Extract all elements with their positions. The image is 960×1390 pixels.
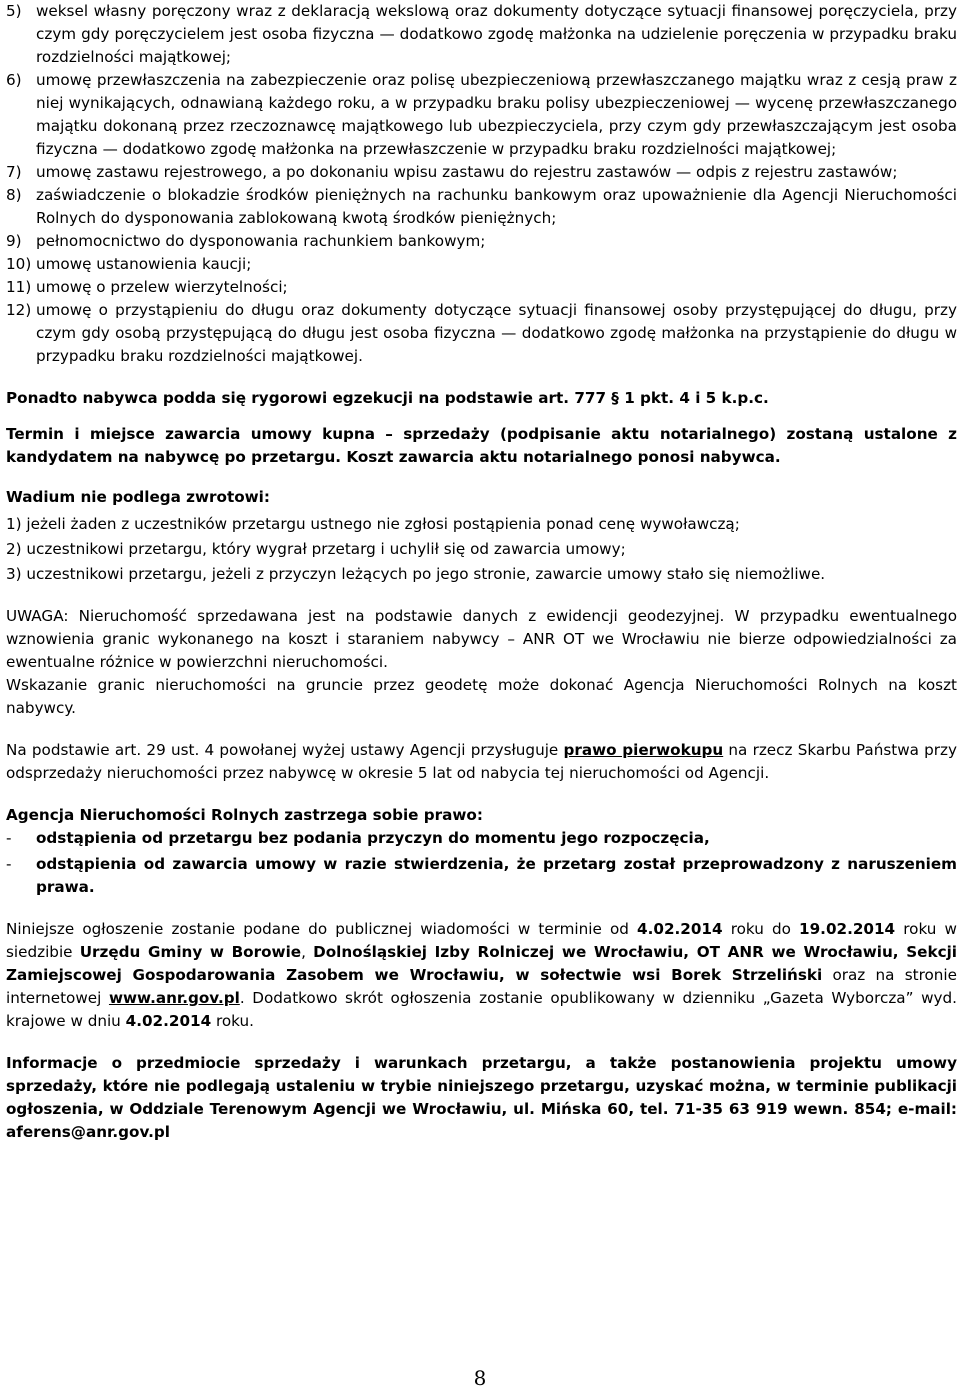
enforcement-paragraph: Ponadto nabywca podda się rygorowi egzekucji na podstawie art. 777 § 1 pkt. 4 i 5 k.p.c.: [6, 389, 769, 407]
reservation-heading: Agencja Nieruchomości Rolnych zastrzega sobie prawo:: [6, 806, 483, 824]
list-text: umowę o przelew wierzytelności;: [36, 278, 288, 296]
list-number: 7): [6, 163, 22, 181]
deposit-item: 1) jeżeli żaden z uczestników przetargu ustnego nie zgłosi postąpienia ponad cenę wywoławczą;: [6, 515, 740, 533]
contact-paragraph: Informacje o przedmiocie sprzedaży i warunkach przetargu, a także postanowienia projektu umowy sprzedaży, które nie podlegają ustaleniu w trybie niniejszego przetargu, uzyskać można, w terminie publikacji ogłoszenia, w Oddziale Terenowym Agencji we Wrocławiu, ul. Mińska 60, tel. 71-35 63 919 wewn. 854; e-mail: aferens@anr.gov.pl: [6, 1054, 957, 1141]
publication-text: Niniejsze ogłoszenie zostanie podane do publicznej wiadomości w terminie od: [6, 920, 638, 938]
list-text: umowę o przystąpieniu do długu oraz dokumenty dotyczące sytuacji finansowej osoby przystępującej do długu, przy czym gdy osobą przystępującą do długu jest osoba fizyczna — dodatkowo zgodę małżonka na przystąpienie do długu w przypadku braku rozdzielności majątkowej.: [36, 301, 957, 365]
list-number: 9): [6, 232, 22, 250]
list-number: 6): [6, 71, 22, 89]
list-item: [6, 184, 957, 230]
list-number: 5): [6, 2, 22, 20]
list-text: weksel własny poręczony wraz z deklaracją wekslową oraz dokumenty dotyczące sytuacji finansowej poręczyciela, przy czym gdy poręczycielem jest osoba fizyczna — dodatkowo zgodę małżonka na udzielenie poręczenia w przypadku braku rozdzielności majątkowej;: [36, 2, 957, 66]
list-item: [6, 276, 957, 299]
list-text: pełnomocnictwo do dysponowania rachunkiem bankowym;: [36, 232, 486, 250]
list-item: [6, 853, 957, 899]
list-item: [6, 253, 957, 276]
deposit-heading: Wadium nie podlega zwrotowi:: [6, 488, 270, 506]
publication-paragraph: [6, 918, 957, 1033]
list-text: odstąpienia od przetargu bez podania przyczyn do momentu jego rozpoczęcia,: [36, 829, 710, 847]
list-text: odstąpienia od zawarcia umowy w razie stwierdzenia, że przetarg został przeprowadzony z naruszeniem prawa.: [36, 855, 957, 896]
publication-text: roku.: [211, 1012, 254, 1030]
list-item: [6, 69, 957, 161]
list-number: 10): [6, 255, 32, 273]
preemption-text: Na podstawie art. 29 ust. 4 powołanej wyżej ustawy Agencji przysługuje: [6, 741, 564, 759]
website-link[interactable]: www.anr.gov.pl: [108, 989, 240, 1007]
dash-marker: -: [6, 829, 12, 847]
publication-date: 4.02.2014: [125, 1012, 212, 1030]
publication-text: oraz na stronie internetowej: [6, 966, 957, 1007]
notice-paragraph: UWAGA: Nieruchomość sprzedawana jest na podstawie danych z ewidencji geodezyjnej. W przypadku ewentualnego wznowienia granic wykonanego na koszt i staraniem nabywcy – ANR OT we Wrocławiu nie bierze odpowiedzialności za ewentualne różnice w powierzchni nieruchomości.: [6, 607, 957, 671]
publication-text: roku w siedzibie: [6, 920, 957, 961]
deposit-item: 3) uczestnikowi przetargu, jeżeli z przyczyn leżących po jego stronie, zawarcie umowy stało się niemożliwe.: [6, 565, 826, 583]
list-text: umowę zastawu rejestrowego, a po dokonaniu wpisu zastawu do rejestru zastawów — odpis z rejestru zastawów;: [36, 163, 898, 181]
location-name: Urzędu Gminy w Borowie: [79, 943, 302, 961]
list-number: 11): [6, 278, 32, 296]
list-item: [6, 161, 957, 184]
list-text: zaświadczenie o blokadzie środków pieniężnych na rachunku bankowym oraz upoważnienie dla Agencji Nieruchomości Rolnych do dysponowania zablokowaną kwotą środków pieniężnych;: [36, 186, 957, 227]
location-name: Dolnośląskiej Izby Rolniczej we Wrocławiu, OT ANR we Wrocławiu, Sekcji Zamiejscowej Gospodarowania Zasobem we Wrocławiu, w sołectwie wsi Borek Strzeliński: [6, 943, 957, 984]
list-item: [6, 299, 957, 368]
preemption-right-emphasis: prawo pierwokupu: [563, 741, 724, 759]
page-number: 8: [473, 1366, 487, 1390]
list-number: 12): [6, 301, 32, 319]
preemption-text: na rzecz Skarbu Państwa przy odsprzedaży nieruchomości przez nabywcę w okresie 5 lat od nabycia tej nieruchomości od Agencji.: [6, 741, 957, 782]
publication-text: ,: [301, 943, 314, 961]
preemption-paragraph: [6, 739, 957, 785]
dash-marker: -: [6, 855, 12, 873]
date-to: 19.02.2014: [799, 920, 896, 938]
publication-text: . Dodatkowo skrót ogłoszenia zostanie opublikowany w dzienniku „Gazeta Wyborcza” wyd. krajowe w dniu: [6, 989, 957, 1030]
boundary-paragraph: Wskazanie granic nieruchomości na gruncie przez geodetę może dokonać Agencja Nieruchomości Rolnych na koszt nabywcy.: [6, 676, 957, 717]
list-item: [6, 230, 957, 253]
document-page: [6, 0, 957, 1144]
list-item: [6, 0, 957, 69]
date-from: 4.02.2014: [637, 920, 723, 938]
deposit-item: 2) uczestnikowi przetargu, który wygrał przetarg i uchylił się od zawarcia umowy;: [6, 540, 626, 558]
list-text: umowę przewłaszczenia na zabezpieczenie oraz polisę ubezpieczeniową przewłaszczanego majątku wraz z cesją praw z niej wynikających, odnawianą każdego roku, a w przypadku braku polisy ubezpieczeniowej — wycenę przewłaszczanego majątku dokonaną przez rzeczoznawcę majątkowego lub ubezpieczyciela, przy czym gdy przewłaszczającym jest osoba fizyczna — dodatkowo zgodę małżonka na przewłaszczenie w przypadku braku rozdzielności majątkowej;: [36, 71, 957, 158]
security-list: [6, 0, 957, 368]
contract-terms-paragraph: Termin i miejsce zawarcia umowy kupna – sprzedaży (podpisanie aktu notarialnego) zostaną ustalone z kandydatem na nabywcę po przetargu. Koszt zawarcia aktu notarialnego ponosi nabywca.: [6, 425, 957, 466]
list-number: 8): [6, 186, 22, 204]
list-item: [6, 827, 957, 850]
publication-text: roku do: [722, 920, 800, 938]
list-text: umowę ustanowienia kaucji;: [36, 255, 252, 273]
